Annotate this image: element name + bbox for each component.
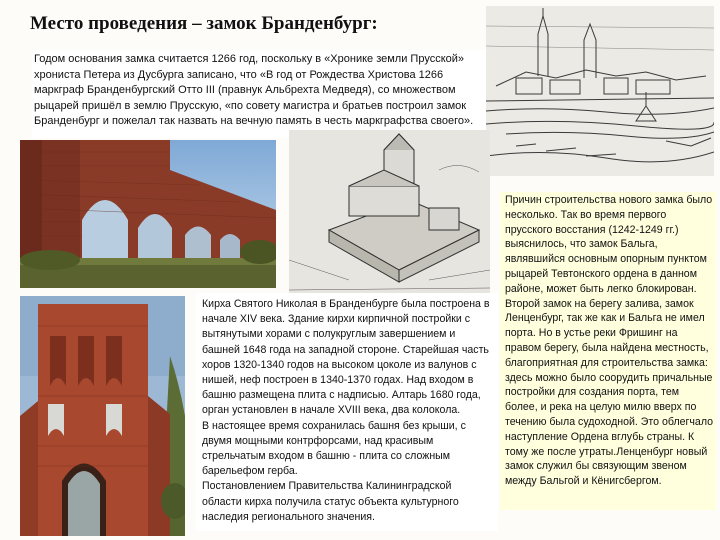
church-paragraph: Кирха Святого Николая в Бранденбурге была построена в начале XIV века. Здание кирхи кирпичной постройки с вытянутыми хорами с полукруглым завершением и башней 1648 года на западной стороне. Старейшая часть хоров 1320-1340 годов на высоком цоколе из валунов с нишей, неф построен в 1340-1370 годах. Над входом в башню размещена плита с надписью. Алтарь 1680 года, орган установлен в начале XVIII века, два колокола. <box>202 298 490 417</box>
reasons-text: Причин строительства нового замка было несколько. Так во время первого прусского восстания (1242-1249 гг.) выяснилось, что замок Бальга, являвшийся основным опорным пунктом рыцарей Тевтонского ордена в данном районе, может быть легко блокирован. Второй замок на берегу залива, замок Ленценбург, так же как и Бальга не имел порта. Но в устье реки Фришинг на правом берегу, была найдена местность, благоприятная для строительства замка: здесь можно было соорудить причальные постройки для создания порта, тем более, и река на целую милю вверх по течению была судоходной. Это облегчало наступление Ордена вглубь страны. К тому же после утраты.Ленценбург новый замок служил бы связующим звеном между Бальгой и Кёнигсбергом. <box>505 194 714 488</box>
church-paragraph: В настоящее время сохранилась башня без крыши, с двумя мощными контрфорсами, над красивым стрельчатым входом в башню - плита со сложным барельефом герба. <box>202 419 466 478</box>
intro-text: Годом основания замка считается 1266 год, поскольку в «Хронике земли Прусской» хрониста Петера из Дусбурга записано, что «В год от Рождества Христова 1266 маркграф Бранденбургский Отто III (правнук Альбрехта Медведя), со множеством рыцарей пришёл в землю Прусскую, «по совету магистра и братьев построил замок Бранденбург и пожелал так назвать на вечную память в честь маркграфства своего». <box>34 53 474 128</box>
castle-ruins-photo <box>20 140 276 288</box>
slide-title: Место проведения – замок Бранденбург: <box>30 13 378 34</box>
church-description <box>202 297 492 525</box>
town-engraving <box>486 6 714 176</box>
castle-engraving <box>289 130 490 294</box>
church-tower-photo <box>20 296 185 536</box>
church-paragraph: Постановлением Правительства Калининградской области кирха получила статус объекта культурного наследия регионального значения. <box>202 480 459 523</box>
